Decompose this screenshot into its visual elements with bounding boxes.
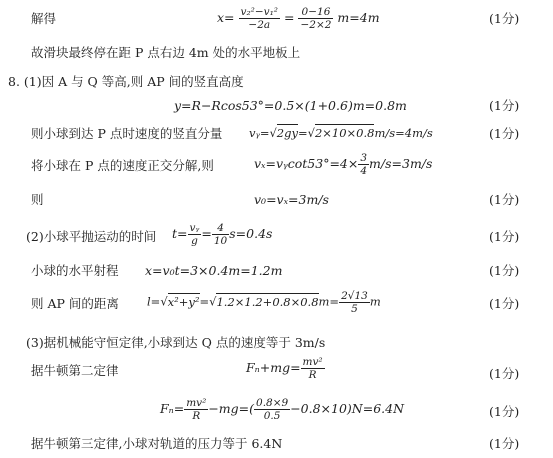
- formula-part: Fₙ=: [160, 401, 185, 417]
- score-mark: (1分): [489, 11, 520, 26]
- score-mark: (1分): [489, 404, 520, 419]
- formula-part: −mg=(: [208, 401, 255, 417]
- flight-time-formula: [172, 222, 272, 247]
- fraction: $\frac{4}{10}$: [213, 222, 228, 248]
- centripetal-formula: [246, 356, 325, 381]
- formula-part: Fₙ+mg=: [246, 360, 301, 376]
- formula-part: m=: [318, 294, 340, 309]
- formula-part: l=√: [147, 294, 168, 309]
- formula-part: =√: [199, 294, 217, 309]
- vertical-velocity-text: 则小球到达 P 点时速度的竖直分量: [31, 126, 223, 141]
- formula-part: t=: [172, 226, 188, 242]
- score-mark: (1分): [489, 366, 520, 381]
- distance-formula: [147, 290, 381, 315]
- fraction: $\frac{\text{mv²}}{R}$: [302, 356, 323, 382]
- vertical-velocity-formula: [249, 128, 433, 140]
- fraction: $\frac{0.8\times 9}{0.5}$: [256, 397, 289, 423]
- range-formula: x=v₀t=3×0.4m=1.2m: [145, 263, 283, 278]
- conclusion-text: 故滑块最终停在距 P 点右边 4m 处的水平地板上: [31, 45, 301, 60]
- fraction: $\frac{2√13}{5}$: [341, 290, 368, 316]
- sqrt-content: 2×10×0.8: [314, 126, 375, 140]
- score-mark: (1分): [489, 296, 520, 311]
- fraction: $\frac{\text{v₂²−v₁²}}{-2a}$: [240, 6, 279, 32]
- height-formula: y=R−Rcos53°=0.5×(1+0.6)m=0.8m: [174, 98, 407, 113]
- problem-8-part2-text: (2)小球平抛运动的时间: [26, 229, 157, 244]
- fraction: $\frac{\text{vᵧ}}{g}$: [189, 222, 200, 248]
- formula-part: s=0.4s: [229, 226, 273, 242]
- formula-part: =: [284, 10, 295, 26]
- formula-part: vₓ=vᵧcot53°=4×: [254, 156, 359, 172]
- score-mark: (1分): [489, 126, 520, 141]
- normal-force-formula: [160, 397, 404, 422]
- formula-part: m/s=3m/s: [369, 156, 433, 172]
- formula-part: x=: [217, 10, 235, 26]
- distance-text: 则 AP 间的距离: [31, 296, 119, 311]
- formula-part: =√: [297, 126, 315, 140]
- displacement-formula: [217, 6, 380, 31]
- formula-part: m=4m: [337, 10, 380, 26]
- solve-label: 解得: [31, 11, 57, 26]
- decompose-text: 将小球在 P 点的速度正交分解,则: [31, 158, 214, 173]
- fraction: $\frac{0-16}{-2\times 2}$: [300, 6, 332, 32]
- horizontal-velocity-formula: [254, 152, 432, 177]
- sqrt-content: x²+y²: [167, 294, 200, 309]
- score-mark: (1分): [489, 98, 520, 113]
- fraction: $\frac{3}{4}$: [360, 152, 368, 178]
- formula-part: =: [201, 226, 212, 242]
- score-mark: (1分): [489, 263, 520, 278]
- sqrt-content: 2gy: [276, 126, 298, 140]
- newton-second-law-text: 据牛顿第二定律: [31, 363, 119, 378]
- sqrt-content: 1.2×1.2+0.8×0.8: [216, 294, 319, 309]
- problem-8-part3-text: (3)据机械能守恒定律,小球到达 Q 点的速度等于 3m/s: [26, 335, 326, 350]
- formula-part: vᵧ=√: [249, 126, 277, 140]
- then-label: 则: [31, 192, 44, 207]
- score-mark: (1分): [489, 436, 520, 451]
- score-mark: (1分): [489, 229, 520, 244]
- initial-velocity-formula: v₀=vₓ=3m/s: [254, 192, 329, 207]
- problem-8-part1-text: 8. (1)因 A 与 Q 等高,则 AP 间的竖直高度: [8, 74, 244, 89]
- formula-part: m/s=4m/s: [374, 126, 433, 140]
- formula-part: m: [369, 294, 381, 309]
- fraction: $\frac{\text{mv²}}{R}$: [186, 397, 207, 423]
- score-mark: (1分): [489, 192, 520, 207]
- formula-part: −0.8×10)N=6.4N: [290, 401, 405, 417]
- newton-third-law-text: 据牛顿第三定律,小球对轨道的压力等于 6.4N: [31, 436, 283, 451]
- range-text: 小球的水平射程: [31, 263, 119, 278]
